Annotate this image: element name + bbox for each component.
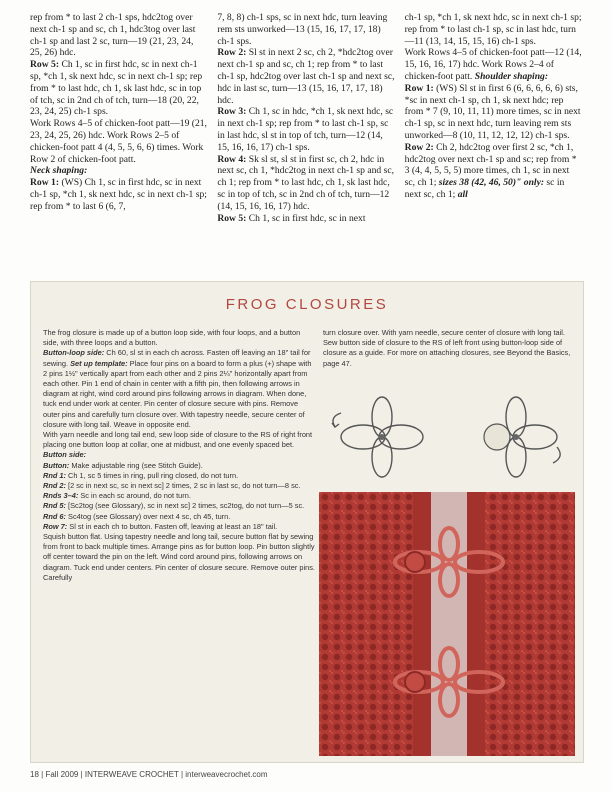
- pin-icon: [513, 434, 519, 440]
- label: Rnd 5:: [43, 501, 66, 511]
- website-link[interactable]: interweavecrochet.com: [185, 770, 268, 779]
- sizes-note: sizes 38 (42, 46, 50)" only:: [438, 177, 545, 189]
- paragraph: The frog closure is made up of a button loop side, with four loops, and a button side, with three loops and a button.: [43, 328, 301, 348]
- paragraph: [217, 213, 394, 225]
- paragraph: [43, 512, 315, 522]
- page-number: 18: [30, 770, 39, 779]
- separator: |: [180, 770, 186, 779]
- row-text: Ch 1, sc in first hdc, sc in next ch-1 sp, *ch 1, sk next hdc, sc in next ch-1 sp; rep from * to last hdc, ch 1, sk last hdc, sc in top of tch, sc in 2nd ch of tch, turn—18 (20, 22, 23, 24, 25) ch-1 sps.: [30, 59, 203, 118]
- label: Rnd 1:: [43, 470, 66, 480]
- text: Sl st in each ch to button. Fasten off, leaving at least an 18" tail.: [67, 521, 278, 531]
- sidebar-left-text: [43, 328, 315, 583]
- row-label: Row 2:: [404, 141, 434, 153]
- paragraph: [405, 142, 582, 201]
- row-label: Row 5:: [30, 59, 60, 71]
- label: Rnds 3–4:: [43, 491, 79, 501]
- paragraph: [217, 106, 394, 153]
- paragraph: 7, 8, 8) ch-1 sps, sc in next hdc, turn leaving rem sts unworked—13 (15, 16, 17, 17, 18) ch-1 sps.: [217, 12, 388, 47]
- column-2: [217, 12, 394, 224]
- row-text: Ch 1, sc in first hdc, sc in next: [246, 212, 366, 224]
- paragraph: [43, 491, 315, 501]
- sweater-closeup-photo: [319, 492, 575, 756]
- label: Button-loop side:: [43, 348, 105, 358]
- row-text: (WS) Ch 1, sc in first hdc, sc in next ch-1 sp, *ch 1, sk next hdc, sc in next ch-1 sp; rep from * to last 6 (6, 7,: [30, 177, 207, 212]
- separator: |: [80, 770, 85, 779]
- paragraph: rep from * to last 2 ch-1 sps, hdc2tog over next ch-1 sp and sc, ch 1, hdc3tog over last ch-1 sp and last 2 sc, turn—19 (21, 23, 24, 25, 26) hdc.: [30, 12, 196, 59]
- text: Ch 1, sc 5 times in ring, pull ring closed, do not turn.: [66, 470, 239, 480]
- row-text: sc in next sc, ch 1;: [404, 177, 565, 200]
- text: Sc4tog (see Glossary) over next 4 sc, ch 45, turn.: [66, 511, 231, 521]
- all-sizes-note: all: [457, 188, 468, 200]
- subheading: [30, 165, 207, 177]
- row-text: Ch 1, sc in hdc, *ch 1, sk next hdc, sc in next ch-1 sp; rep from * to last ch-1 sp, sc in last hdc, sl st in top of tch, turn—12 (14, 15, 16, 16, 17) ch-1 sps.: [217, 106, 394, 153]
- sidebar-title: FROG CLOSURES: [225, 296, 389, 313]
- paragraph: [405, 47, 582, 82]
- row-text: Sk sl st, sl st in first sc, ch 2, hdc in next sc, ch 1, *hdc2tog in next ch-1 sp and sc, ch 1; rep from * to last hdc, ch 1, sk last hdc, sc in top of tch, sc in 2nd ch of tch, turn—12 (14, 15, 16, 16, 17) hdc.: [217, 153, 394, 212]
- paragraph: [43, 481, 315, 491]
- row-text: Sl st in next 2 sc, ch 2, *hdc2tog over next ch-1 sp and sc, ch 1; rep from * to last ch-1 sp, hdc2tog over last ch-1 sp and next sc, hdc in last sc, turn—13 (15, 16, 17, 17, 18) hdc.: [217, 47, 395, 106]
- row-text: Ch 2, hdc2tog over first 2 sc, *ch 1, hdc2tog over next ch-1 sp and sc; rep from * 3 (4, 4, 5, 5, 5) more times, ch 1, sc in next sc, ch 1;: [404, 141, 577, 189]
- label: Rnd 6:: [43, 511, 66, 521]
- paragraph-text: Work Rows 4–5 of chicken-foot patt—12 (14, 15, 16, 16, 17) hdc. Work Rows 2–4 of chicken-foot patt.: [404, 47, 582, 82]
- button-icon: [484, 424, 510, 450]
- row-label: Row 1:: [404, 82, 434, 94]
- paragraph: [30, 59, 207, 118]
- button-loop-diagram: [327, 387, 437, 487]
- row-label: Row 2:: [217, 47, 247, 59]
- page-footer: [30, 770, 268, 779]
- paragraph: [43, 461, 315, 471]
- paragraph: ch-1 sp, *ch 1, sk next hdc, sc in next ch-1 sp; rep from * to last ch-1 sp, sc in last hdc, turn—11 (13, 14, 15, 15, 16) ch-1 sps.: [404, 12, 582, 47]
- paragraph: With yarn needle and long tail end, sew loop side of closure to the RS of right front placing one button loop at collar, one at midbust, and one evenly spaced bet.: [43, 430, 313, 450]
- pin-icon: [379, 434, 385, 440]
- label: Rnd 2:: [43, 481, 66, 491]
- label: Button:: [43, 460, 70, 470]
- shoulder-shaping-label: Shoulder shaping:: [474, 70, 549, 82]
- row-text: (WS) Sl st in first 6 (6, 6, 6, 6, 6) sts, *sc in next ch-1 sp, ch 1, sk next hdc; rep from * 7 (9, 10, 11, 11) more times, sc in next ch-1 sp, sc in next hdc, turn leaving rem sts unworked—8 (10, 11, 12, 12, 12) ch-1 sps.: [404, 82, 581, 141]
- sidebar-right-text: [323, 328, 573, 369]
- text: Place four pins on a board to form a plus (+) shape with 2 pins 1½" vertically apart from each other and 2 pins 2¼" horizontally apart from each other. Pin 1 end of chain in center with a fifth pin, then following arrows in diagram at right, wind cord around pins following arrows in diagram. When done, tuck end under work at center. Pin center of closure secure with pins. Remove outer pins and carefully turn closure over. With tapestry needle, secure center of closure with long tail. Weave in opposite end.: [43, 358, 312, 429]
- frog-closures-sidebar: [30, 281, 584, 763]
- text: [2 sc in next sc, sc in next sc] 2 times, 2 sc in last sc, do not turn—8 sc.: [66, 481, 301, 491]
- pattern-columns: [30, 12, 582, 224]
- button-side-diagram: [461, 387, 571, 487]
- paragraph: turn closure over. With yarn needle, secure center of closure with long tail. Sew button side of closure to the RS of left front using button-loop side of closure as a guide. For more on attaching closures, see Beyond the Basics, page 47.: [323, 328, 571, 368]
- subheading: [43, 450, 315, 460]
- column-3: [405, 12, 582, 224]
- paragraph: Squish button flat. Using tapestry needle and long tail, secure button flat by sewing from front to back multiple times. Arrange pins as for button loop. Pin button slightly off center toward the pin on the left. Wind cord around pins, following arrows on diagram. Tuck end under centers. Pin center of closure secure. Remove outer pins. Carefully: [43, 532, 315, 582]
- row-label: Row 1:: [30, 177, 60, 189]
- row-label: Row 3:: [217, 106, 247, 118]
- text: [Sc2tog (see Glossary), sc in next sc] 2 times, sc2tog, do not turn—5 sc.: [66, 501, 305, 511]
- text: Sc in each sc around, do not turn.: [78, 491, 191, 501]
- paragraph: Work Rows 4–5 of chicken-foot patt—19 (21, 23, 24, 25, 26) hdc. Work Rows 2–5 of chicken-foot patt 4 (4, 5, 5, 6, 6) times. Work Row 2 of chicken-foot patt.: [30, 118, 207, 165]
- label: Row 7:: [43, 521, 68, 531]
- row-label: Row 5:: [217, 212, 247, 224]
- paragraph: [30, 177, 207, 212]
- paragraph: [405, 83, 582, 142]
- paragraph: [43, 471, 315, 481]
- magazine-name: INTERWEAVE CROCHET: [84, 770, 179, 779]
- separator: |: [41, 770, 46, 779]
- paragraph: [217, 47, 394, 106]
- column-1: [30, 12, 207, 224]
- paragraph: [43, 501, 315, 511]
- text: Make adjustable ring (see Stitch Guide).: [69, 460, 203, 470]
- row-label: Row 4:: [217, 153, 247, 165]
- neck-shaping-label: Neck shaping:: [30, 165, 88, 177]
- text: Ch 60, sl st in each ch across. Fasten off leaving an 18" tail for sewing.: [43, 348, 311, 368]
- button-side-label: Button side:: [43, 450, 87, 460]
- issue-date: Fall 2009: [45, 770, 79, 779]
- paragraph: [43, 348, 315, 430]
- label: Set up template:: [70, 358, 128, 368]
- paragraph: [217, 154, 394, 213]
- paragraph: [43, 522, 315, 532]
